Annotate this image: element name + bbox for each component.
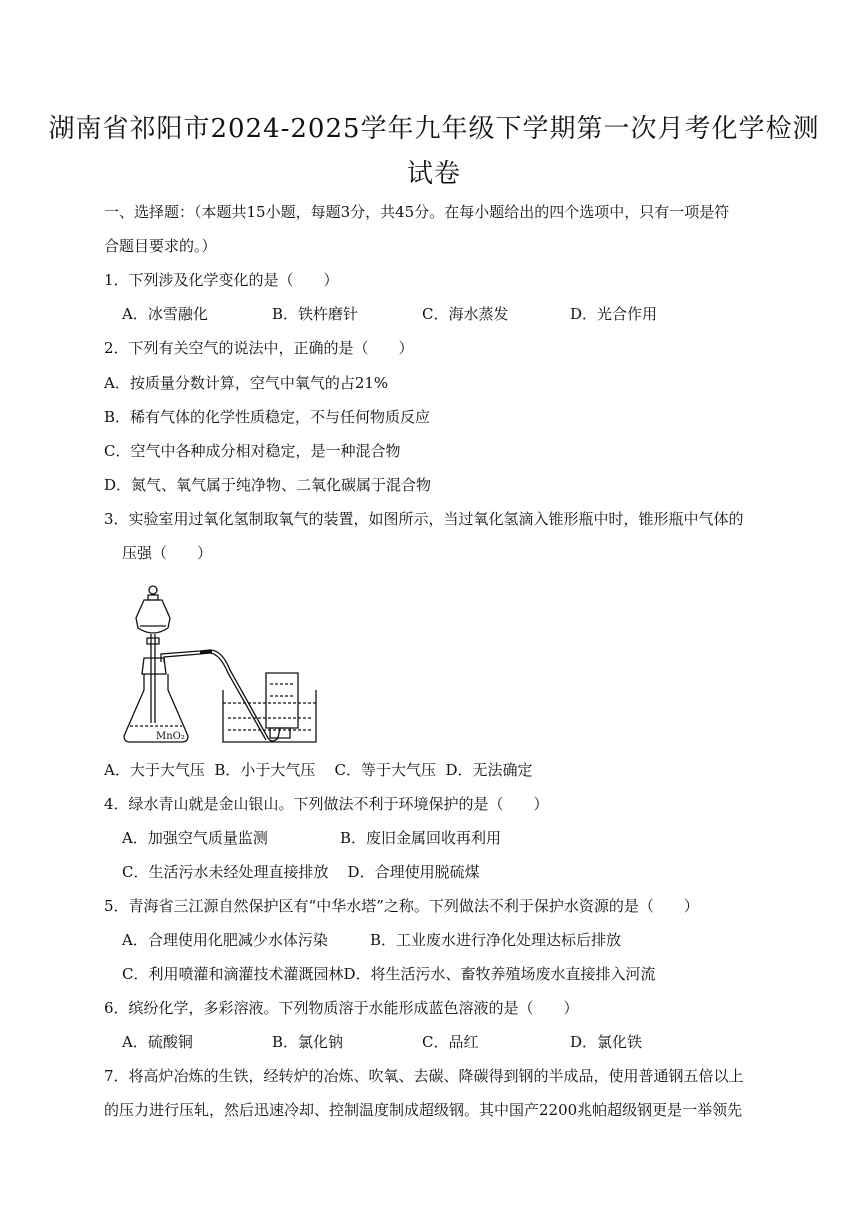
q4-options-cd: C．生活污水未经处理直接排放 D．合理使用脱硫煤	[122, 863, 480, 881]
q2-option-a: A．按质量分数计算，空气中氧气的占21%	[104, 374, 389, 392]
q1-option-d: D．光合作用	[570, 305, 658, 323]
q3-options: A．大于大气压 B．小于大气压 C．等于大气压 D．无法确定	[104, 761, 533, 779]
question-7-stem: 7．将高炉冶炼的生铁，经转炉的冶炼、吹氧、去碳、降碳得到钢的半成品，使用普通钢五倍以上	[104, 1067, 744, 1085]
question-7-stem-cont: 的压力进行压轧，然后迅速冷却、控制温度制成超级钢。其中国产2200兆帕超级钢更是一举领先	[104, 1101, 743, 1119]
q5-option-b: B．工业废水进行净化处理达标后排放	[370, 931, 622, 949]
question-3-stem: 3．实验室用过氧化氢制取氧气的装置，如图所示，当过氧化氢滴入锥形瓶中时，锥形瓶中气体的	[104, 510, 744, 528]
question-5-stem: 5．青海省三江源自然保护区有“中华水塔”之称。下列做法不利于保护水资源的是（ ）	[104, 897, 699, 915]
page-title-line2: 试卷	[406, 159, 461, 189]
question-1-stem: 1．下列涉及化学变化的是（ ）	[104, 271, 339, 289]
section-heading-cont: 合题目要求的。）	[104, 237, 217, 255]
q1-option-c: C．海水蒸发	[422, 305, 509, 323]
q1-option-a: A．冰雪融化	[122, 305, 208, 323]
q2-option-b: B．稀有气体的化学性质稳定，不与任何物质反应	[104, 408, 431, 426]
question-3-stem-cont: 压强（ ）	[122, 544, 213, 562]
oxygen-apparatus-figure	[120, 578, 320, 750]
question-6-stem: 6．缤纷化学，多彩溶液。下列物质溶于水能形成蓝色溶液的是（ ）	[104, 999, 579, 1017]
q6-option-a: A．硫酸铜	[122, 1033, 193, 1051]
q4-option-b: B．废旧金属回收再利用	[340, 829, 502, 847]
q1-option-b: B．铁杵磨针	[272, 305, 359, 323]
q6-option-b: B．氯化钠	[272, 1033, 344, 1051]
question-4-stem: 4．绿水青山就是金山银山。下列做法不利于环境保护的是（ ）	[104, 795, 549, 813]
mno2-label: MnO₂	[156, 731, 185, 742]
question-2-stem: 2．下列有关空气的说法中，正确的是（ ）	[104, 339, 414, 357]
q4-option-a: A．加强空气质量监测	[122, 829, 268, 847]
q2-option-c: C．空气中各种成分相对稳定，是一种混合物	[104, 442, 401, 460]
section-heading: 一、选择题：（本题共15小题，每题3分，共45分。在每小题给出的四个选项中，只有一项是符	[104, 203, 730, 221]
q5-option-a: A．合理使用化肥减少水体污染	[122, 931, 328, 949]
q2-option-d: D．氮气、氧气属于纯净物、二氧化碳属于混合物	[104, 476, 432, 494]
page-title-line1: 湖南省祁阳市2024-2025学年九年级下学期第一次月考化学检测	[48, 114, 820, 144]
q6-option-c: C．品红	[422, 1033, 479, 1051]
q6-option-d: D．氯化铁	[570, 1033, 643, 1051]
q5-options-cd: C．利用喷灌和滴灌技术灌溉园林D．将生活污水、畜牧养殖场废水直接排入河流	[122, 965, 656, 983]
